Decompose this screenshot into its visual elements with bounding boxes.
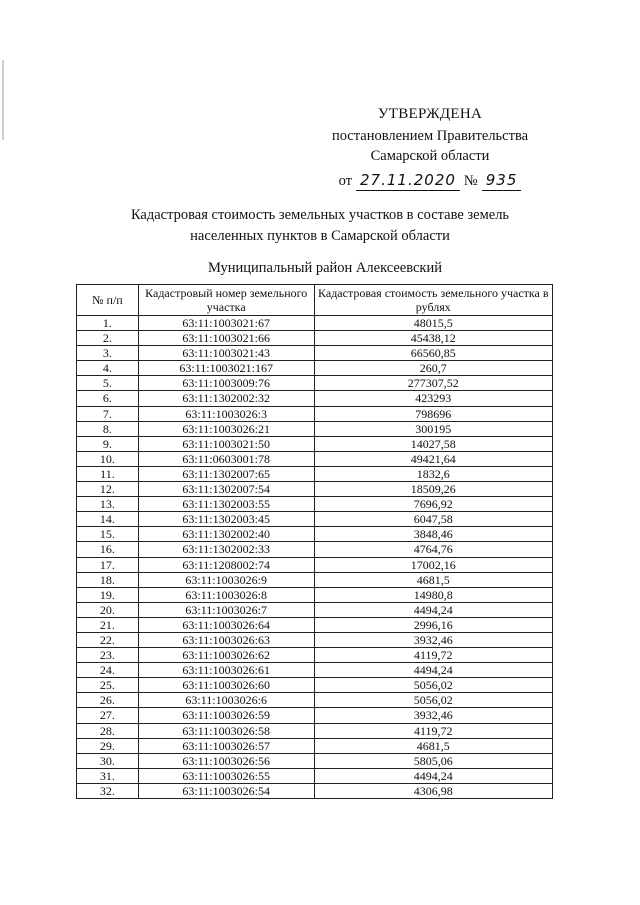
table-row <box>77 316 553 331</box>
cadastral-number: 63:11:1302002:32 <box>138 391 314 406</box>
table-row <box>77 602 553 617</box>
row-number: 12. <box>77 482 139 497</box>
cadastral-value: 14980,8 <box>314 587 552 602</box>
cadastral-number: 63:11:0603001:78 <box>138 451 314 466</box>
date-prefix: от <box>338 173 353 189</box>
cadastral-number: 63:11:1003021:167 <box>138 361 314 376</box>
handwritten-date: 27.11.2020 <box>356 170 460 191</box>
cadastral-value: 4119,72 <box>314 648 552 663</box>
row-number: 19. <box>77 587 139 602</box>
row-number: 9. <box>77 436 139 451</box>
row-number: 24. <box>77 663 139 678</box>
approval-title: УТВЕРЖДЕНА <box>377 106 483 122</box>
table-row <box>77 723 553 738</box>
table-row <box>77 376 553 391</box>
cadastral-value: 17002,16 <box>314 557 552 572</box>
cadastral-number: 63:11:1302007:65 <box>138 466 314 481</box>
cadastral-number: 63:11:1003026:9 <box>138 572 314 587</box>
row-number: 29. <box>77 738 139 753</box>
table-row <box>77 783 553 798</box>
cadastral-number: 63:11:1003026:63 <box>138 632 314 647</box>
table-row <box>77 421 553 436</box>
row-number: 21. <box>77 617 139 632</box>
cadastral-number: 63:11:1003026:64 <box>138 617 314 632</box>
scan-margin-line <box>2 60 4 140</box>
row-number: 27. <box>77 708 139 723</box>
cadastral-number: 63:11:1003021:67 <box>138 316 314 331</box>
table-row <box>77 572 553 587</box>
cadastral-number: 63:11:1208002:74 <box>138 557 314 572</box>
table-header-row <box>77 285 553 316</box>
cadastral-value: 300195 <box>314 421 552 436</box>
row-number: 7. <box>77 406 139 421</box>
table-row <box>77 527 553 542</box>
cadastral-number: 63:11:1302003:45 <box>138 512 314 527</box>
cadastral-number: 63:11:1003026:62 <box>138 648 314 663</box>
cadastral-value: 3848,46 <box>314 527 552 542</box>
table-row <box>77 768 553 783</box>
row-number: 18. <box>77 572 139 587</box>
cadastral-number: 63:11:1003026:3 <box>138 406 314 421</box>
cadastral-value: 798696 <box>314 406 552 421</box>
cadastral-value: 18509,26 <box>314 482 552 497</box>
cadastral-value: 5056,02 <box>314 693 552 708</box>
handwritten-number: 935 <box>482 170 522 191</box>
table-row <box>77 617 553 632</box>
cadastral-number: 63:11:1003026:21 <box>138 421 314 436</box>
cadastral-number: 63:11:1003026:57 <box>138 738 314 753</box>
document-title <box>60 205 580 247</box>
cadastral-value: 66560,85 <box>314 346 552 361</box>
cadastral-number: 63:11:1003021:50 <box>138 436 314 451</box>
row-number: 20. <box>77 602 139 617</box>
cadastral-number: 63:11:1003026:61 <box>138 663 314 678</box>
cadastral-number: 63:11:1003026:7 <box>138 602 314 617</box>
table-row <box>77 587 553 602</box>
row-number: 2. <box>77 331 139 346</box>
cadastral-value: 7696,92 <box>314 497 552 512</box>
table-row <box>77 738 553 753</box>
approval-line-2: Самарской области <box>370 148 490 164</box>
table-row <box>77 753 553 768</box>
cadastral-number: 63:11:1302007:54 <box>138 482 314 497</box>
table-row <box>77 497 553 512</box>
cadastral-number: 63:11:1003026:54 <box>138 783 314 798</box>
cadastral-value: 45438,12 <box>314 331 552 346</box>
table-row <box>77 436 553 451</box>
row-number: 1. <box>77 316 139 331</box>
row-number: 4. <box>77 361 139 376</box>
cadastral-number: 63:11:1003021:43 <box>138 346 314 361</box>
row-number: 10. <box>77 451 139 466</box>
table-row <box>77 346 553 361</box>
approval-line-1: постановлением Правительства <box>331 128 529 144</box>
table-body <box>77 316 553 799</box>
table-row <box>77 542 553 557</box>
table-row <box>77 512 553 527</box>
row-number: 8. <box>77 421 139 436</box>
district-heading: Муниципальный район Алексеевский <box>207 260 443 276</box>
row-number: 32. <box>77 783 139 798</box>
row-number: 11. <box>77 466 139 481</box>
row-number: 16. <box>77 542 139 557</box>
cadastral-value: 4494,24 <box>314 768 552 783</box>
table-row <box>77 648 553 663</box>
table-row <box>77 361 553 376</box>
cadastral-value: 14027,58 <box>314 436 552 451</box>
row-number: 22. <box>77 632 139 647</box>
cadastral-value: 260,7 <box>314 361 552 376</box>
header-value: Кадастровая стоимость земельного участка в рублях <box>314 285 552 316</box>
cadastral-number: 63:11:1003026:55 <box>138 768 314 783</box>
cadastral-number: 63:11:1003026:59 <box>138 708 314 723</box>
cadastral-value: 4119,72 <box>314 723 552 738</box>
header-num: № п/п <box>77 285 139 316</box>
table-row <box>77 406 553 421</box>
cadastral-number: 63:11:1302003:55 <box>138 497 314 512</box>
table-row <box>77 693 553 708</box>
cadastral-value: 4306,98 <box>314 783 552 798</box>
cadastral-value: 5805,06 <box>314 753 552 768</box>
cadastral-value: 4764,76 <box>314 542 552 557</box>
cadastral-value: 4494,24 <box>314 602 552 617</box>
cadastral-number: 63:11:1003021:66 <box>138 331 314 346</box>
approval-date-line <box>320 170 540 191</box>
table-row <box>77 557 553 572</box>
cadastral-value: 4681,5 <box>314 738 552 753</box>
row-number: 25. <box>77 678 139 693</box>
row-number: 3. <box>77 346 139 361</box>
table-row <box>77 466 553 481</box>
cadastral-number: 63:11:1003026:60 <box>138 678 314 693</box>
cadastral-value: 3932,46 <box>314 632 552 647</box>
header-cadastral: Кадастровый номер земельного участка <box>138 285 314 316</box>
cadastral-number: 63:11:1003026:56 <box>138 753 314 768</box>
cadastral-value: 4681,5 <box>314 572 552 587</box>
table-row <box>77 678 553 693</box>
approval-block <box>320 104 540 191</box>
cadastral-value: 2996,16 <box>314 617 552 632</box>
cadastral-number: 63:11:1302002:40 <box>138 527 314 542</box>
cadastral-table <box>76 284 553 799</box>
document-title-line-2: населенных пунктов в Самарской области <box>190 228 450 244</box>
cadastral-number: 63:11:1003009:76 <box>138 376 314 391</box>
row-number: 14. <box>77 512 139 527</box>
row-number: 23. <box>77 648 139 663</box>
row-number: 28. <box>77 723 139 738</box>
cadastral-value: 423293 <box>314 391 552 406</box>
document-title-line-1: Кадастровая стоимость земельных участков в составе земель <box>130 207 510 223</box>
cadastral-number: 63:11:1003026:58 <box>138 723 314 738</box>
number-prefix: № <box>463 173 478 189</box>
cadastral-number: 63:11:1003026:8 <box>138 587 314 602</box>
cadastral-value: 49421,64 <box>314 451 552 466</box>
row-number: 26. <box>77 693 139 708</box>
table-row <box>77 708 553 723</box>
table-row <box>77 663 553 678</box>
cadastral-number: 63:11:1003026:6 <box>138 693 314 708</box>
row-number: 6. <box>77 391 139 406</box>
cadastral-value: 3932,46 <box>314 708 552 723</box>
row-number: 5. <box>77 376 139 391</box>
row-number: 30. <box>77 753 139 768</box>
cadastral-value: 48015,5 <box>314 316 552 331</box>
cadastral-value: 4494,24 <box>314 663 552 678</box>
cadastral-value: 1832,6 <box>314 466 552 481</box>
row-number: 17. <box>77 557 139 572</box>
cadastral-value: 6047,58 <box>314 512 552 527</box>
table-row <box>77 482 553 497</box>
cadastral-value: 277307,52 <box>314 376 552 391</box>
table-row <box>77 331 553 346</box>
cadastral-value: 5056,02 <box>314 678 552 693</box>
cadastral-number: 63:11:1302002:33 <box>138 542 314 557</box>
row-number: 15. <box>77 527 139 542</box>
table-row <box>77 632 553 647</box>
row-number: 31. <box>77 768 139 783</box>
row-number: 13. <box>77 497 139 512</box>
table-row <box>77 391 553 406</box>
table-row <box>77 451 553 466</box>
